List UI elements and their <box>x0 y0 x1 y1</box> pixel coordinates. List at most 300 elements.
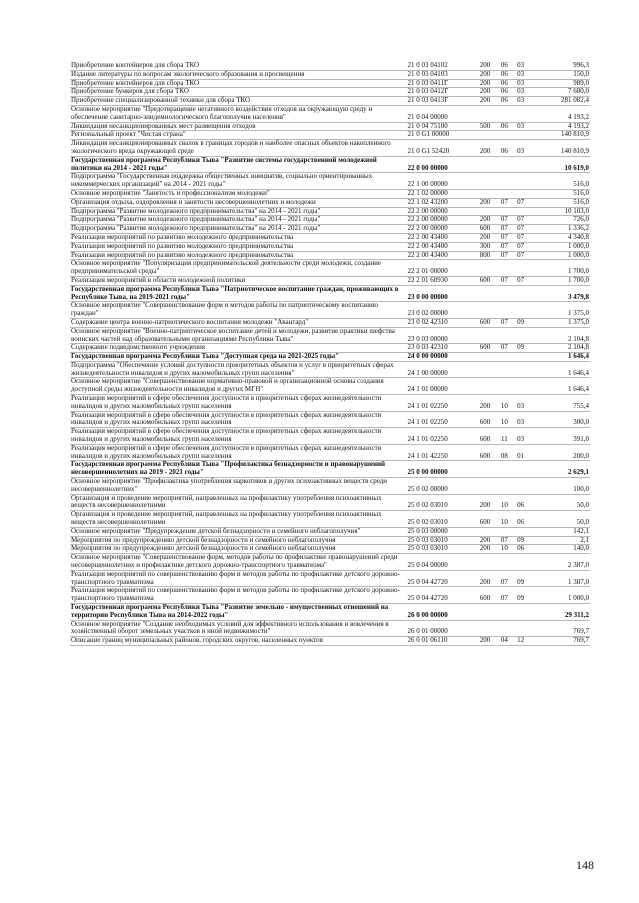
row-expense-type: 600 <box>474 428 496 445</box>
row-subsection: 07 <box>512 251 528 260</box>
table-row <box>70 156 590 173</box>
row-target-code: 25 0 03 03010 <box>406 545 473 554</box>
row-subsection: 07 <box>512 276 528 285</box>
row-expense-type: 600 <box>474 318 496 327</box>
row-name: Основное мероприятие "Занятость и профессионализм молодежи" <box>70 189 406 198</box>
row-expense-type: 600 <box>474 411 496 428</box>
row-amount: 391,0 <box>529 428 590 445</box>
row-name: Ликвидация несанкционированных мест размещения отходов <box>70 122 406 131</box>
table-row <box>70 428 590 445</box>
row-subsection <box>512 327 528 344</box>
row-section <box>496 327 512 344</box>
row-target-code: 25 0 03 00000 <box>406 527 473 536</box>
row-section: 06 <box>496 62 512 70</box>
row-name: Реализация мероприятий по развитию молодежного предпринимательства <box>70 242 406 251</box>
table-row <box>70 242 590 251</box>
table-row <box>70 198 590 207</box>
row-expense-type: 500 <box>474 122 496 131</box>
row-target-code: 22 1 02 00000 <box>406 189 473 198</box>
row-section: 10 <box>496 545 512 554</box>
row-amount: 140 810,9 <box>529 131 590 140</box>
row-expense-type: 200 <box>474 570 496 587</box>
row-name: Содержание подведомственного учреждения <box>70 344 406 353</box>
table-row <box>70 444 590 461</box>
row-amount: 1 700,0 <box>529 260 590 277</box>
row-amount: 1 700,0 <box>529 276 590 285</box>
row-target-code: 22 2 01 00000 <box>406 260 473 277</box>
row-amount: 2 629,1 <box>529 461 590 478</box>
row-name: Реализация мероприятий по совершенствованию форм и методов работы по профилактике детского дорожно-транспортного травматизма <box>70 587 406 604</box>
row-section: 06 <box>496 140 512 157</box>
row-amount: 2 387,0 <box>529 554 590 571</box>
row-expense-type: 200 <box>474 637 496 646</box>
row-target-code: 22 2 00 00000 <box>406 207 473 216</box>
table-row <box>70 233 590 242</box>
row-target-code: 24 1 01 42250 <box>406 444 473 461</box>
row-amount: 1 375,0 <box>529 302 590 319</box>
row-subsection: 09 <box>512 570 528 587</box>
row-subsection <box>512 378 528 395</box>
row-section: 07 <box>496 233 512 242</box>
row-amount: 140,0 <box>529 545 590 554</box>
row-amount: 1 387,0 <box>529 570 590 587</box>
row-amount: 769,7 <box>529 637 590 646</box>
row-amount: 3 479,8 <box>529 285 590 302</box>
row-name: Основное мероприятие "Совершенствование форм, методов работы по профилактике правонарушений среди несовершеннолетних и профилактике детского дорожно-транспортного травматизма" <box>70 554 406 571</box>
row-amount: 1 000,0 <box>529 587 590 604</box>
row-target-code: 24 1 01 02250 <box>406 428 473 445</box>
row-expense-type <box>474 189 496 198</box>
row-expense-type: 200 <box>474 140 496 157</box>
row-amount: 140 810,9 <box>529 140 590 157</box>
row-section <box>496 302 512 319</box>
row-target-code: 25 0 02 03010 <box>406 494 473 511</box>
row-section: 07 <box>496 276 512 285</box>
row-amount: 2,1 <box>529 536 590 545</box>
row-target-code: 21 0 03 04103 <box>406 70 473 79</box>
row-amount: 10 619,0 <box>529 156 590 173</box>
row-amount: 769,7 <box>529 620 590 637</box>
row-expense-type <box>474 378 496 395</box>
row-name: Реализация мероприятий в сфере обеспечения доступности в приоритетных сферах жизнедеятельности инвалидов и других маломобильных групп населения <box>70 411 406 428</box>
row-target-code: 26 0 01 06110 <box>406 637 473 646</box>
table-row <box>70 378 590 395</box>
row-expense-type: 300 <box>474 242 496 251</box>
row-name: Реализация мероприятий в сфере обеспечения доступности в приоритетных сферах жизнедеятельности инвалидов и других маломобильных групп населения <box>70 444 406 461</box>
row-expense-type: 200 <box>474 70 496 79</box>
row-section <box>496 173 512 190</box>
row-section: 07 <box>496 242 512 251</box>
row-section <box>496 131 512 140</box>
row-amount: 989,0 <box>529 79 590 88</box>
row-subsection: 09 <box>512 587 528 604</box>
row-expense-type: 200 <box>474 62 496 70</box>
row-target-code: 24 1 00 00000 <box>406 361 473 378</box>
row-name: Государственная программа Республики Тыва "Развитие системы государственной молодежной политики на 2014 - 2021 годы" <box>70 156 406 173</box>
table-row <box>70 411 590 428</box>
row-amount: 1 646,4 <box>529 378 590 395</box>
row-name: Описание границ муниципальных районов, городских округов, населенных пунктов <box>70 637 406 646</box>
row-subsection <box>512 478 528 495</box>
table-row <box>70 527 590 536</box>
row-section: 06 <box>496 88 512 97</box>
row-subsection: 07 <box>512 216 528 225</box>
row-expense-type: 200 <box>474 545 496 554</box>
row-section: 07 <box>496 216 512 225</box>
row-amount: 1 336,2 <box>529 225 590 234</box>
table-row <box>70 70 590 79</box>
table-row <box>70 461 590 478</box>
budget-table-body <box>70 62 590 645</box>
row-section: 04 <box>496 637 512 646</box>
row-name: Подпрограмма "Развитие молодежного предпринимательства" на 2014 - 2021 годы" <box>70 225 406 234</box>
row-expense-type <box>474 527 496 536</box>
row-expense-type <box>474 620 496 637</box>
row-target-code: 21 0 04 00000 <box>406 105 473 122</box>
row-section: 07 <box>496 251 512 260</box>
row-expense-type <box>474 361 496 378</box>
row-section <box>496 527 512 536</box>
row-target-code: 26 0 01 00000 <box>406 620 473 637</box>
row-name: Организация отдыха, оздоровления и занятости несовершеннолетних и молодежи <box>70 198 406 207</box>
row-subsection <box>512 173 528 190</box>
row-section <box>496 260 512 277</box>
table-row <box>70 276 590 285</box>
row-subsection: 03 <box>512 97 528 106</box>
row-expense-type <box>474 173 496 190</box>
row-target-code: 22 2 00 43400 <box>406 251 473 260</box>
row-name: Основное мероприятие "Военно-патриотическое воспитание детей и молодежи, развитие практики шефства воинских частей над образовательными организациями Республики Тыва" <box>70 327 406 344</box>
table-row <box>70 105 590 122</box>
row-subsection <box>512 260 528 277</box>
row-expense-type: 600 <box>474 444 496 461</box>
row-subsection <box>512 353 528 362</box>
table-row <box>70 140 590 157</box>
row-target-code: 22 1 02 43200 <box>406 198 473 207</box>
row-amount: 2 104,8 <box>529 327 590 344</box>
row-target-code: 25 0 04 00000 <box>406 554 473 571</box>
row-amount: 996,3 <box>529 62 590 70</box>
row-section: 06 <box>496 97 512 106</box>
row-target-code: 21 0 G1 00000 <box>406 131 473 140</box>
row-section: 10 <box>496 411 512 428</box>
row-amount: 1 000,0 <box>529 242 590 251</box>
row-subsection: 03 <box>512 88 528 97</box>
row-expense-type <box>474 156 496 173</box>
row-name: Основное мероприятие "Предупреждение детской безнадзорности и семейного неблагополучия" <box>70 527 406 536</box>
row-expense-type <box>474 327 496 344</box>
row-amount: 1 375,0 <box>529 318 590 327</box>
row-expense-type: 200 <box>474 97 496 106</box>
row-target-code: 25 0 04 42720 <box>406 570 473 587</box>
row-name: Реализация мероприятий в области молодежной политики <box>70 276 406 285</box>
row-name: Основное мероприятие "Предотвращение негативного воздействия отходов на окружающую среду и обеспечение санитарно-эпидемиологического благополучия населения" <box>70 105 406 122</box>
row-amount: 142,1 <box>529 527 590 536</box>
row-subsection: 06 <box>512 511 528 528</box>
row-name: Реализация мероприятий по совершенствованию форм и методов работы по профилактике детского дорожно-транспортного травматизма <box>70 570 406 587</box>
row-name: Содержание центра военно-патриотического воспитания молодежи "Авангард" <box>70 318 406 327</box>
row-subsection <box>512 156 528 173</box>
row-target-code: 25 0 02 00000 <box>406 478 473 495</box>
row-expense-type: 200 <box>474 88 496 97</box>
table-row <box>70 494 590 511</box>
row-target-code: 22 2 00 43400 <box>406 233 473 242</box>
row-amount: 755,4 <box>529 395 590 412</box>
row-amount: 1 646,4 <box>529 361 590 378</box>
row-subsection: 09 <box>512 344 528 353</box>
row-target-code: 23 0 02 00000 <box>406 302 473 319</box>
row-section: 07 <box>496 318 512 327</box>
row-section <box>496 378 512 395</box>
row-amount: 7 680,0 <box>529 88 590 97</box>
row-expense-type: 200 <box>474 494 496 511</box>
table-row <box>70 570 590 587</box>
row-expense-type: 200 <box>474 395 496 412</box>
budget-table <box>70 62 590 646</box>
row-subsection: 09 <box>512 536 528 545</box>
row-subsection: 07 <box>512 233 528 242</box>
row-subsection: 03 <box>512 395 528 412</box>
row-amount: 516,0 <box>529 189 590 198</box>
row-name: Региональный проект "Чистая страна" <box>70 131 406 140</box>
row-target-code: 21 0 03 0413Г <box>406 97 473 106</box>
table-row <box>70 554 590 571</box>
row-expense-type: 200 <box>474 79 496 88</box>
row-name: Приобретение контейнеров для сбора ТКО <box>70 79 406 88</box>
row-subsection <box>512 131 528 140</box>
row-target-code: 24 1 01 02250 <box>406 395 473 412</box>
row-amount: 200,0 <box>529 444 590 461</box>
row-name: Основное мероприятие "Создание необходимых условий для эффективного использования и вовлечения в хозяйственный оборот земельных участков и иной недвижимости" <box>70 620 406 637</box>
row-target-code: 25 0 00 00000 <box>406 461 473 478</box>
row-target-code: 22 2 00 43400 <box>406 242 473 251</box>
row-name: Реализация мероприятий в сфере обеспечения доступности в приоритетных сферах жизнедеятельности инвалидов и других маломобильных групп населения <box>70 395 406 412</box>
row-name: Государственная программа Республики Тыва "Профилактика безнадзорности и правонарушений несовершеннолетних на 2019 - 2021 годы" <box>70 461 406 478</box>
row-target-code: 23 0 02 42310 <box>406 318 473 327</box>
row-name: Ликвидация несанкционированных свалок в границах городов и наиболее опасных объектов накопленного экологического вреда окружающей среде <box>70 140 406 157</box>
row-amount: 29 311,2 <box>529 604 590 621</box>
row-section: 11 <box>496 428 512 445</box>
table-row <box>70 620 590 637</box>
row-subsection: 03 <box>512 122 528 131</box>
row-target-code: 21 0 G1 52420 <box>406 140 473 157</box>
row-section: 08 <box>496 444 512 461</box>
row-expense-type <box>474 478 496 495</box>
row-amount: 1 646,4 <box>529 353 590 362</box>
row-subsection: 03 <box>512 79 528 88</box>
row-subsection: 07 <box>512 198 528 207</box>
row-section <box>496 156 512 173</box>
row-name: Государственная программа Республики Тыва "Развитие земельно - имущественных отношений на территории Республики Тыва на 2014-2022 годы" <box>70 604 406 621</box>
row-expense-type: 600 <box>474 225 496 234</box>
row-amount: 150,0 <box>529 70 590 79</box>
row-amount: 50,0 <box>529 494 590 511</box>
row-name: Основное мероприятие "Популяризация предпринимательской деятельности среди молодежи, создание предпринимательской среды" <box>70 260 406 277</box>
table-row <box>70 587 590 604</box>
row-expense-type: 600 <box>474 344 496 353</box>
page-number: 148 <box>576 858 594 872</box>
row-expense-type: 600 <box>474 276 496 285</box>
row-amount: 4 340,8 <box>529 233 590 242</box>
row-subsection: 06 <box>512 494 528 511</box>
row-target-code: 22 2 00 00000 <box>406 216 473 225</box>
row-name: Основное мероприятие "Совершенствование нормативно-правовой и организационной основы создания доступной среды жизнедеятельности инвалидов и других МГН" <box>70 378 406 395</box>
row-target-code: 25 0 04 42720 <box>406 587 473 604</box>
row-section: 10 <box>496 511 512 528</box>
row-section <box>496 105 512 122</box>
row-amount: 516,0 <box>529 173 590 190</box>
row-amount: 281 082,4 <box>529 97 590 106</box>
row-amount: 4 193,2 <box>529 105 590 122</box>
row-name: Организация и проведение мероприятий, направленных на профилактику употребления психоактивных веществ несовершеннолетними <box>70 494 406 511</box>
row-section <box>496 353 512 362</box>
row-target-code: 23 0 00 00000 <box>406 285 473 302</box>
row-target-code: 24 1 01 02250 <box>406 411 473 428</box>
row-section: 07 <box>496 225 512 234</box>
row-target-code: 22 1 00 00000 <box>406 173 473 190</box>
row-target-code: 23 0 03 42310 <box>406 344 473 353</box>
row-target-code: 23 0 03 00000 <box>406 327 473 344</box>
row-section <box>496 189 512 198</box>
row-name: Государственная программа Республики Тыва "Патриотическое воспитание граждан, проживающих в Республике Тыва, на 2019-2021 годы" <box>70 285 406 302</box>
row-name: Издание литературы по вопросам экологического образования и просвещения <box>70 70 406 79</box>
row-section: 06 <box>496 79 512 88</box>
row-name: Реализация мероприятий по развитию молодежного предпринимательства <box>70 251 406 260</box>
row-section: 07 <box>496 344 512 353</box>
row-subsection <box>512 554 528 571</box>
table-row <box>70 327 590 344</box>
row-target-code: 21 0 03 0411Г <box>406 79 473 88</box>
row-expense-type <box>474 105 496 122</box>
row-name: Подпрограмма "Государственная поддержка общественных инициатив, социально ориентированных некоммерческих организаций" на 2014 - 2021 годы" <box>70 173 406 190</box>
row-name: Мероприятия по предупреждению детской безнадзорности и семейного неблагополучия <box>70 536 406 545</box>
row-name: Приобретение контейнеров для сбора ТКО <box>70 62 406 70</box>
row-subsection: 03 <box>512 411 528 428</box>
row-expense-type <box>474 554 496 571</box>
row-name: Основное мероприятие "Профилактика употребления наркотиков и других психоактивных веществ среди несовершеннолетних" <box>70 478 406 495</box>
row-amount: 300,0 <box>529 411 590 428</box>
row-target-code: 25 0 03 03010 <box>406 536 473 545</box>
row-expense-type: 200 <box>474 198 496 207</box>
row-target-code: 26 0 00 00000 <box>406 604 473 621</box>
row-expense-type <box>474 131 496 140</box>
row-subsection: 03 <box>512 428 528 445</box>
row-name: Приобретение специализированной техники для сбора ТКО <box>70 97 406 106</box>
row-subsection <box>512 527 528 536</box>
table-row <box>70 302 590 319</box>
row-expense-type: 200 <box>474 233 496 242</box>
row-subsection: 01 <box>512 444 528 461</box>
row-section <box>496 620 512 637</box>
row-expense-type <box>474 260 496 277</box>
row-section <box>496 554 512 571</box>
row-amount: 50,0 <box>529 511 590 528</box>
row-section: 07 <box>496 536 512 545</box>
row-section: 07 <box>496 570 512 587</box>
row-section: 10 <box>496 395 512 412</box>
row-subsection: 03 <box>512 140 528 157</box>
row-expense-type <box>474 353 496 362</box>
row-expense-type: 200 <box>474 216 496 225</box>
row-section: 10 <box>496 494 512 511</box>
row-amount: 100,0 <box>529 478 590 495</box>
row-amount: 516,0 <box>529 198 590 207</box>
row-target-code: 24 0 00 00000 <box>406 353 473 362</box>
row-expense-type <box>474 302 496 319</box>
row-subsection: 03 <box>512 62 528 70</box>
row-subsection <box>512 604 528 621</box>
row-subsection: 07 <box>512 225 528 234</box>
table-row <box>70 604 590 621</box>
row-name: Реализация мероприятий по развитию молодежного предпринимательства <box>70 233 406 242</box>
table-row <box>70 173 590 190</box>
row-name: Организация и проведение мероприятий, направленных на профилактику употребления психоактивных веществ несовершеннолетними <box>70 511 406 528</box>
row-expense-type: 200 <box>474 536 496 545</box>
row-subsection: 07 <box>512 242 528 251</box>
row-name: Приобретение бункеров для сбора ТКО <box>70 88 406 97</box>
row-name: Подпрограмма "Обеспечение условий доступности приоритетных объектов и услуг в приоритетных сферах жизнедеятельности инвалидов и других маломобильных групп населения" <box>70 361 406 378</box>
row-expense-type: 800 <box>474 251 496 260</box>
row-name: Государственная программа Республики Тыва "Доступная среда на 2021-2025 годы" <box>70 353 406 362</box>
table-row <box>70 361 590 378</box>
row-expense-type <box>474 604 496 621</box>
row-subsection <box>512 361 528 378</box>
row-subsection: 12 <box>512 637 528 646</box>
row-name: Реализация мероприятий в сфере обеспечения доступности в приоритетных сферах жизнедеятельности инвалидов и других маломобильных групп населения <box>70 428 406 445</box>
row-amount: 726,0 <box>529 216 590 225</box>
row-section <box>496 478 512 495</box>
row-section: 06 <box>496 70 512 79</box>
row-subsection <box>512 461 528 478</box>
table-row <box>70 478 590 495</box>
row-subsection <box>512 189 528 198</box>
row-expense-type <box>474 461 496 478</box>
row-amount: 10 103,0 <box>529 207 590 216</box>
table-row <box>70 511 590 528</box>
row-name: Подпрограмма "Развитие молодежного предпринимательства" на 2014 - 2021 годы" <box>70 207 406 216</box>
row-amount: 4 193,2 <box>529 122 590 131</box>
table-row <box>70 637 590 646</box>
row-section <box>496 461 512 478</box>
row-section <box>496 361 512 378</box>
row-section: 07 <box>496 587 512 604</box>
row-name: Мероприятия по предупреждению детской безнадзорности и семейного неблагополучия <box>70 545 406 554</box>
row-name: Подпрограмма "Развитие молодежного предпринимательства" на 2014 - 2021 годы" <box>70 216 406 225</box>
row-subsection <box>512 302 528 319</box>
row-subsection <box>512 105 528 122</box>
row-target-code: 24 1 01 00000 <box>406 378 473 395</box>
row-section: 06 <box>496 122 512 131</box>
row-target-code: 21 0 03 04102 <box>406 62 473 70</box>
row-target-code: 21 0 03 0412Г <box>406 88 473 97</box>
row-section <box>496 285 512 302</box>
row-name: Основное мероприятие "Совершенствование форм и методов работы по патриотическому воспитанию граждан" <box>70 302 406 319</box>
table-row <box>70 189 590 198</box>
table-row <box>70 395 590 412</box>
row-subsection <box>512 620 528 637</box>
row-expense-type: 600 <box>474 587 496 604</box>
row-target-code: 22 2 01 60930 <box>406 276 473 285</box>
row-target-code: 21 0 04 75100 <box>406 122 473 131</box>
row-target-code: 22 0 00 00000 <box>406 156 473 173</box>
row-subsection: 09 <box>512 318 528 327</box>
row-expense-type <box>474 285 496 302</box>
row-subsection: 03 <box>512 70 528 79</box>
row-section: 07 <box>496 198 512 207</box>
row-subsection: 06 <box>512 545 528 554</box>
row-target-code: 22 2 00 00000 <box>406 225 473 234</box>
table-row <box>70 285 590 302</box>
